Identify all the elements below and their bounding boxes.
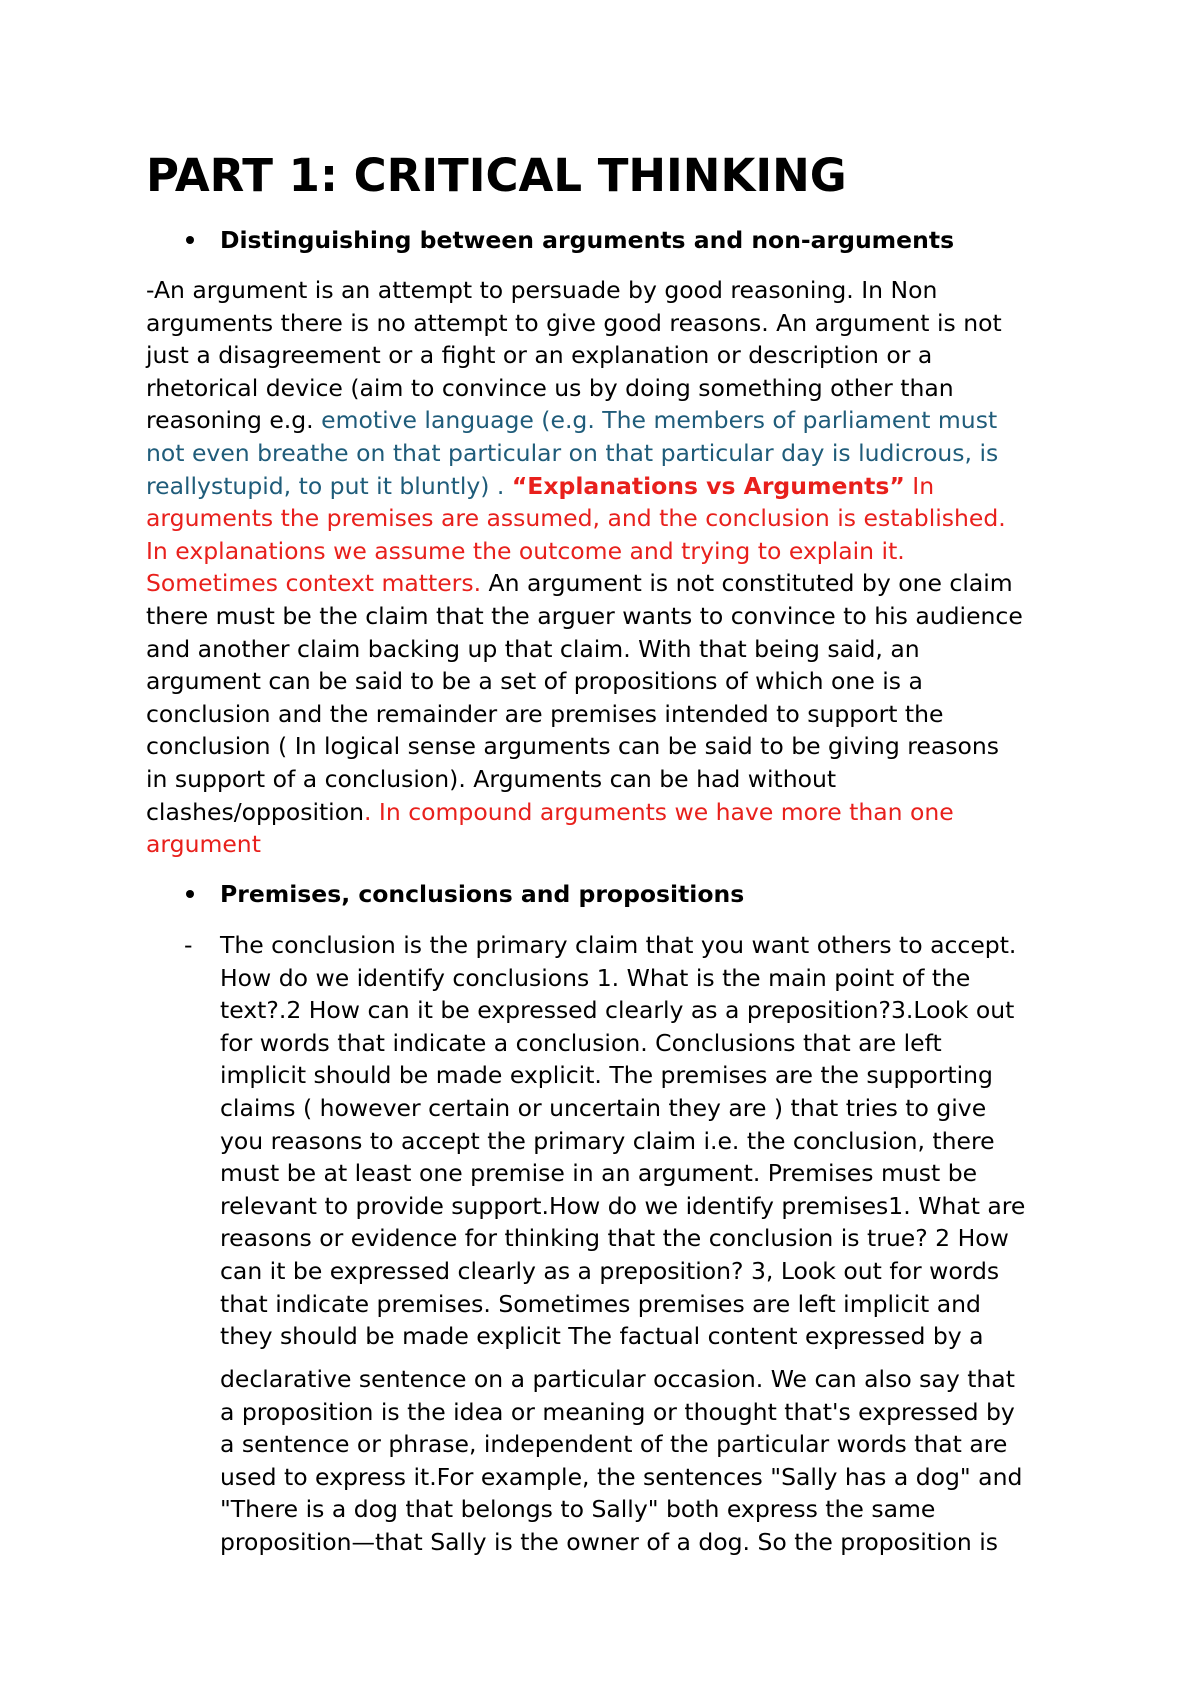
text-line: How do we identify conclusions 1. What is the main point of the: [220, 963, 971, 992]
text-segment: argument can be said to be a set of propositions of which one is a: [146, 667, 923, 696]
section-heading-premises: [146, 878, 744, 910]
text-line: [146, 730, 1023, 763]
text-segment: “Explanations vs Arguments”: [511, 471, 905, 500]
text-line: [146, 339, 1023, 372]
dash-marker: -: [184, 931, 193, 959]
text-line: you reasons to accept the primary claim i.e. the conclusion, there: [220, 1126, 995, 1155]
text-segment: arguments there is no attempt to give good reasons. An argument is not: [146, 308, 1002, 337]
text-line: text?.2 How can it be expressed clearly as a preposition?3.Look out: [220, 996, 1015, 1025]
text-line: [146, 567, 1023, 600]
paragraph-premises: [220, 929, 1025, 1353]
text-segment: in support of a conclusion). Arguments can be had without: [146, 764, 837, 793]
paragraph-arguments: [146, 274, 1023, 861]
text-line: declarative sentence on a particular occasion. We can also say that: [220, 1365, 1015, 1393]
page-title: PART 1: CRITICAL THINKING: [146, 149, 847, 202]
text-segment: reasoning e.g.: [146, 406, 322, 435]
section-heading-text: Premises, conclusions and propositions: [220, 880, 745, 908]
bullet-icon: [146, 878, 220, 910]
text-line: The conclusion is the primary claim that you want others to accept.: [220, 931, 1017, 959]
text-line: used to express it.For example, the sentences "Sally has a dog" and: [220, 1462, 1023, 1491]
text-segment: arguments the premises are assumed, and the conclusion is established.: [146, 504, 1006, 533]
text-line: a sentence or phrase, independent of the particular words that are: [220, 1430, 1008, 1459]
text-line: a proposition is the idea or meaning or thought that's expressed by: [220, 1397, 1015, 1426]
text-line: [146, 763, 1023, 796]
text-line: [146, 307, 1023, 340]
text-segment: conclusion and the remainder are premises intended to support the: [146, 699, 944, 728]
text-line: [146, 600, 1023, 633]
section-heading-text: Distinguishing between arguments and non-arguments: [220, 226, 955, 254]
text-segment: Sometimes context matters.: [146, 569, 482, 598]
section-heading-arguments: [146, 224, 954, 256]
text-line: proposition—that Sally is the owner of a dog. So the proposition is: [220, 1527, 999, 1556]
text-segment: -An argument is an attempt to persuade by good reasoning. In Non: [146, 276, 938, 304]
text-segment: and another claim backing up that claim. With that being said, an: [146, 634, 920, 663]
text-line: [146, 633, 1023, 666]
text-segment: emotive language (e.g. The members of parliament must: [321, 406, 998, 435]
text-line: [146, 437, 1023, 470]
text-segment: just a disagreement or a fight or an explanation or description or a: [146, 341, 933, 370]
text-segment: An argument is not constituted by one claim: [481, 569, 1013, 598]
text-segment: argument: [146, 830, 261, 859]
text-line: [146, 665, 1023, 698]
text-segment: not even breathe on that particular on that particular day is ludicrous, is: [146, 438, 999, 467]
text-line: "There is a dog that belongs to Sally" both express the same: [220, 1495, 936, 1524]
text-segment: there must be the claim that the arguer wants to convince to his audience: [146, 601, 1023, 630]
text-segment: rhetorical device (aim to convince us by doing something other than: [146, 373, 954, 402]
text-segment: In explanations we assume the outcome and trying to explain it.: [146, 536, 905, 565]
text-line: they should be made explicit The factual content expressed by a: [220, 1322, 984, 1351]
text-line: [146, 274, 1023, 307]
text-segment: conclusion ( In logical sense arguments can be said to be giving reasons: [146, 732, 999, 761]
text-line: for words that indicate a conclusion. Conclusions that are left: [220, 1028, 942, 1057]
paragraph-propositions: [220, 1363, 1022, 1559]
text-line: [146, 796, 1023, 829]
text-line: [146, 470, 1023, 503]
text-segment: In: [904, 471, 935, 500]
text-line: [146, 698, 1023, 731]
text-line: [146, 502, 1023, 535]
text-line: [146, 404, 1023, 437]
text-segment: . In compound arguments we have more than one: [363, 797, 954, 826]
text-line: implicit should be made explicit. The premises are the supporting: [220, 1061, 993, 1090]
text-line: [146, 372, 1023, 405]
text-segment: clashes/opposition: [146, 797, 364, 826]
text-segment: reallystupid, to put it bluntly) .: [146, 471, 512, 500]
text-line: relevant to provide support.How do we identify premises1. What are: [220, 1191, 1026, 1220]
text-line: can it be expressed clearly as a preposition? 3, Look out for words: [220, 1256, 1000, 1285]
text-line: [146, 828, 1023, 861]
text-line: must be at least one premise in an argument. Premises must be: [220, 1159, 978, 1188]
text-line: reasons or evidence for thinking that the conclusion is true? 2 How: [220, 1224, 1009, 1253]
bullet-icon: [146, 224, 220, 256]
text-line: claims ( however certain or uncertain they are ) that tries to give: [220, 1093, 987, 1122]
text-line: [146, 535, 1023, 568]
text-line: that indicate premises. Sometimes premises are left implicit and: [220, 1289, 981, 1318]
